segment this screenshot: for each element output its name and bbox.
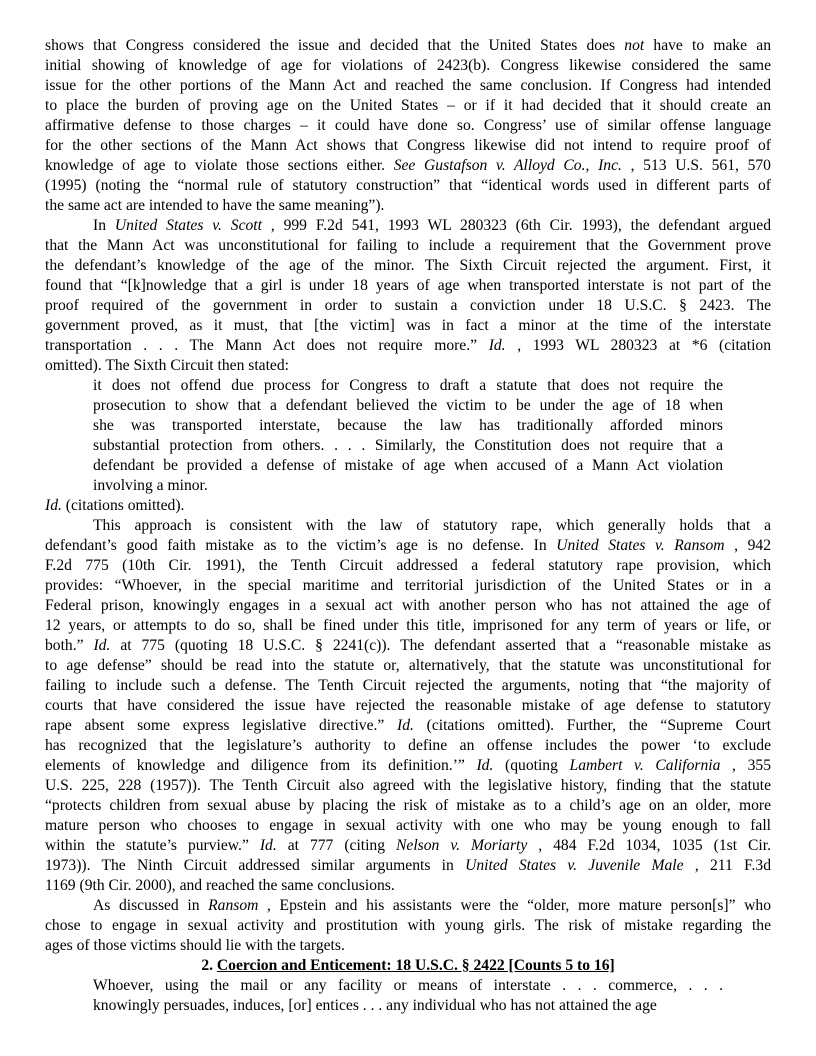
text-run: issue for the other portions of the Mann Act and reached the same conclusion. If Congress had intended bbox=[45, 77, 771, 94]
text-run: Federal prison, knowingly engages in a sexual act with another person who has not attained the age of bbox=[45, 597, 771, 614]
text-line bbox=[45, 716, 771, 736]
text-run: 1169 (9th Cir. 2000), and reached the same conclusions. bbox=[45, 877, 395, 894]
text-run: transportation . . . The Mann Act does not require more.” bbox=[45, 337, 489, 354]
text-run: (quoting bbox=[493, 757, 570, 774]
text-run: she was transported interstate, because the law has traditionally afforded minors bbox=[93, 417, 723, 434]
text-run: defendant’s good faith mistake as to the victim’s age is no defense. In bbox=[45, 537, 557, 554]
text-line bbox=[45, 636, 771, 656]
text-run: for the other sections of the Mann Act shows that Congress likewise did not intend to require proof of bbox=[45, 137, 771, 154]
text-line bbox=[45, 696, 771, 716]
italic-citation: United States v. Juvenile Male bbox=[465, 857, 684, 874]
text-run: at 775 (quoting 18 U.S.C. § 2241(c)). The defendant asserted that a “reasonable mistake as bbox=[110, 637, 771, 654]
text-run: to age defense” should be read into the statute or, alternatively, that the statute was unconstitutional for bbox=[45, 657, 771, 674]
italic-citation: Id. bbox=[45, 497, 62, 514]
text-run: F.2d 775 (10th Cir. 1991), the Tenth Circuit addressed a federal statutory rape provision, which bbox=[45, 557, 771, 574]
text-line bbox=[45, 236, 771, 256]
text-run: government proved, as it must, that [the victim] was in fact a minor at the time of the interstate bbox=[45, 317, 771, 334]
text-line bbox=[45, 616, 771, 636]
text-run: , 211 F.3d bbox=[683, 857, 772, 874]
text-line bbox=[45, 136, 771, 156]
text-line bbox=[45, 76, 771, 96]
italic-citation: United States v. Scott bbox=[114, 217, 262, 234]
block-quote-line bbox=[93, 376, 723, 396]
text-line bbox=[45, 756, 771, 776]
text-line bbox=[45, 496, 771, 516]
block-quote-line bbox=[93, 436, 723, 456]
section-title: Coercion and Enticement: 18 U.S.C. § 2422 [Counts 5 to 16] bbox=[216, 957, 615, 974]
text-line bbox=[45, 816, 771, 836]
text-run: omitted). The Sixth Circuit then stated: bbox=[45, 357, 289, 374]
text-line bbox=[45, 56, 771, 76]
italic-citation: Id. bbox=[476, 757, 494, 774]
text-run: failing to include such a defense. The Tenth Circuit rejected the arguments, noting that “the majority of bbox=[45, 677, 771, 694]
text-line bbox=[45, 316, 771, 336]
text-run: 12 years, or attempts to do so, shall be fined under this title, imprisoned for any term of years or life, or bbox=[45, 617, 771, 634]
text-run: (citations omitted). bbox=[61, 497, 185, 514]
text-run: proof required of the government in order to sustain a conviction under 18 U.S.C. § 2423. The bbox=[45, 297, 771, 314]
text-line bbox=[45, 916, 771, 936]
italic-citation: Ransom bbox=[208, 897, 259, 914]
text-line bbox=[45, 536, 771, 556]
text-line bbox=[45, 596, 771, 616]
text-line bbox=[45, 776, 771, 796]
text-run: , 942 bbox=[724, 537, 771, 554]
text-run: rape absent some express legislative directive.” bbox=[45, 717, 398, 734]
text-line bbox=[45, 196, 771, 216]
text-run: courts that have considered the issue have rejected the reasonable mistake of age defense to statutory bbox=[45, 697, 771, 714]
text-run: (1995) (noting the “normal rule of statutory construction” that “identical words used in different parts of bbox=[45, 177, 771, 194]
text-run: provides: “Whoever, in the special maritime and territorial jurisdiction of the United States or in a bbox=[45, 577, 771, 594]
text-run: substantial protection from others. . . . Similarly, the Constitution does not require that a bbox=[93, 437, 723, 454]
text-run: both.” bbox=[45, 637, 94, 654]
italic-citation: See Gustafson v. Alloyd Co., Inc. bbox=[393, 157, 622, 174]
text-line bbox=[93, 896, 771, 916]
text-line bbox=[45, 296, 771, 316]
text-line bbox=[45, 836, 771, 856]
text-run: 1973)). The Ninth Circuit addressed similar arguments in bbox=[45, 857, 466, 874]
text-run: within the statute’s purview.” bbox=[45, 837, 260, 854]
text-run: , 355 bbox=[720, 757, 771, 774]
text-run: , 1993 WL 280323 at *6 (citation bbox=[505, 337, 771, 354]
italic-citation: Id. bbox=[397, 717, 414, 734]
text-run: U.S. 225, 228 (1957)). The Tenth Circuit also agreed with the legislative history, finding that the statute bbox=[45, 777, 771, 794]
text-run: prosecution to show that a defendant believed the victim to be under the age of 18 when bbox=[93, 397, 723, 414]
block-quote-line bbox=[93, 396, 723, 416]
text-line bbox=[45, 36, 771, 56]
text-line bbox=[45, 156, 771, 176]
text-line bbox=[45, 736, 771, 756]
text-line bbox=[93, 516, 771, 536]
text-run: have to make an bbox=[644, 37, 771, 54]
italic-citation: United States v. Ransom bbox=[556, 537, 725, 554]
text-run: , 513 U.S. 561, 570 bbox=[621, 157, 771, 174]
italic-citation: not bbox=[624, 37, 645, 54]
block-quote-line bbox=[93, 996, 723, 1016]
text-run: , 484 F.2d 1034, 1035 (1st Cir. bbox=[527, 837, 771, 854]
text-run: “protects children from sexual abuse by placing the risk of mistake as to a child’s age on an older, more bbox=[45, 797, 771, 814]
text-line bbox=[45, 796, 771, 816]
italic-citation: Id. bbox=[93, 637, 111, 654]
text-run: As discussed in bbox=[93, 897, 209, 914]
block-quote-line bbox=[93, 416, 723, 436]
italic-citation: Id. bbox=[488, 337, 506, 354]
text-run: knowingly persuades, induces, [or] entices . . . any individual who has not attained the age bbox=[93, 997, 657, 1014]
block-quote-line bbox=[93, 456, 723, 476]
text-run: the same act are intended to have the same meaning”). bbox=[45, 197, 385, 214]
text-run: (citations omitted). Further, the “Supreme Court bbox=[413, 717, 771, 734]
text-line bbox=[45, 936, 771, 956]
text-line bbox=[45, 336, 771, 356]
section-number: 2. bbox=[201, 957, 217, 974]
text-run: involving a minor. bbox=[93, 477, 208, 494]
italic-citation: Id. bbox=[259, 837, 277, 854]
text-line bbox=[45, 176, 771, 196]
text-line bbox=[45, 116, 771, 136]
text-run: that the Mann Act was unconstitutional for failing to include a requirement that the Government prove bbox=[45, 237, 771, 254]
text-run: In bbox=[93, 217, 115, 234]
text-run: elements of knowledge and diligence from its definition.’” bbox=[45, 757, 477, 774]
text-run: ages of those victims should lie with the targets. bbox=[45, 937, 345, 954]
text-run: initial showing of knowledge of age for violations of 2423(b). Congress likewise considered the same bbox=[45, 57, 771, 74]
text-run: Whoever, using the mail or any facility or means of interstate . . . commerce, . . . bbox=[93, 977, 723, 994]
text-line bbox=[45, 356, 771, 376]
text-line bbox=[93, 216, 771, 236]
block-quote-line bbox=[93, 976, 723, 996]
text-line bbox=[45, 656, 771, 676]
text-line bbox=[45, 556, 771, 576]
text-run: knowledge of age to violate those sections either. bbox=[45, 157, 394, 174]
text-run: affirmative defense to those charges – it could have done so. Congress’ use of similar offense language bbox=[45, 117, 771, 134]
text-run: This approach is consistent with the law of statutory rape, which generally holds that a bbox=[93, 517, 771, 534]
text-line bbox=[45, 256, 771, 276]
text-run: shows that Congress considered the issue and decided that the United States does bbox=[45, 37, 625, 54]
text-line bbox=[45, 576, 771, 596]
text-run: the defendant’s knowledge of the age of the minor. The Sixth Circuit rejected the argument. First, it bbox=[45, 257, 771, 274]
text-run: at 777 (citing bbox=[276, 837, 397, 854]
text-run: to place the burden of proving age on the United States – or if it had decided that it should create an bbox=[45, 97, 771, 114]
text-line bbox=[45, 856, 771, 876]
section-heading bbox=[0, 956, 816, 976]
italic-citation: Lambert v. California bbox=[569, 757, 721, 774]
text-run: chose to engage in sexual activity and prostitution with young girls. The risk of mistake regarding the bbox=[45, 917, 771, 934]
text-line bbox=[45, 276, 771, 296]
text-run: , Epstein and his assistants were the “older, more mature person[s]” who bbox=[258, 897, 771, 914]
block-quote-line bbox=[93, 476, 723, 496]
text-run: defendant be provided a defense of mistake of age when accused of a Mann Act violation bbox=[93, 457, 723, 474]
text-line bbox=[45, 676, 771, 696]
text-line bbox=[45, 876, 771, 896]
italic-citation: Nelson v. Moriarty bbox=[396, 837, 528, 854]
text-run: , 999 F.2d 541, 1993 WL 280323 (6th Cir. 1993), the defendant argued bbox=[261, 217, 772, 234]
text-run: found that “[k]nowledge that a girl is under 18 years of age when transported interstate is not part of the bbox=[45, 277, 771, 294]
text-line bbox=[45, 96, 771, 116]
text-run: it does not offend due process for Congress to draft a statute that does not require the bbox=[93, 377, 723, 394]
text-run: mature person who chooses to engage in sexual activity with one who may be young enough to fall bbox=[45, 817, 771, 834]
text-run: has recognized that the legislature’s authority to define an offense includes the power ‘to exclude bbox=[45, 737, 771, 754]
